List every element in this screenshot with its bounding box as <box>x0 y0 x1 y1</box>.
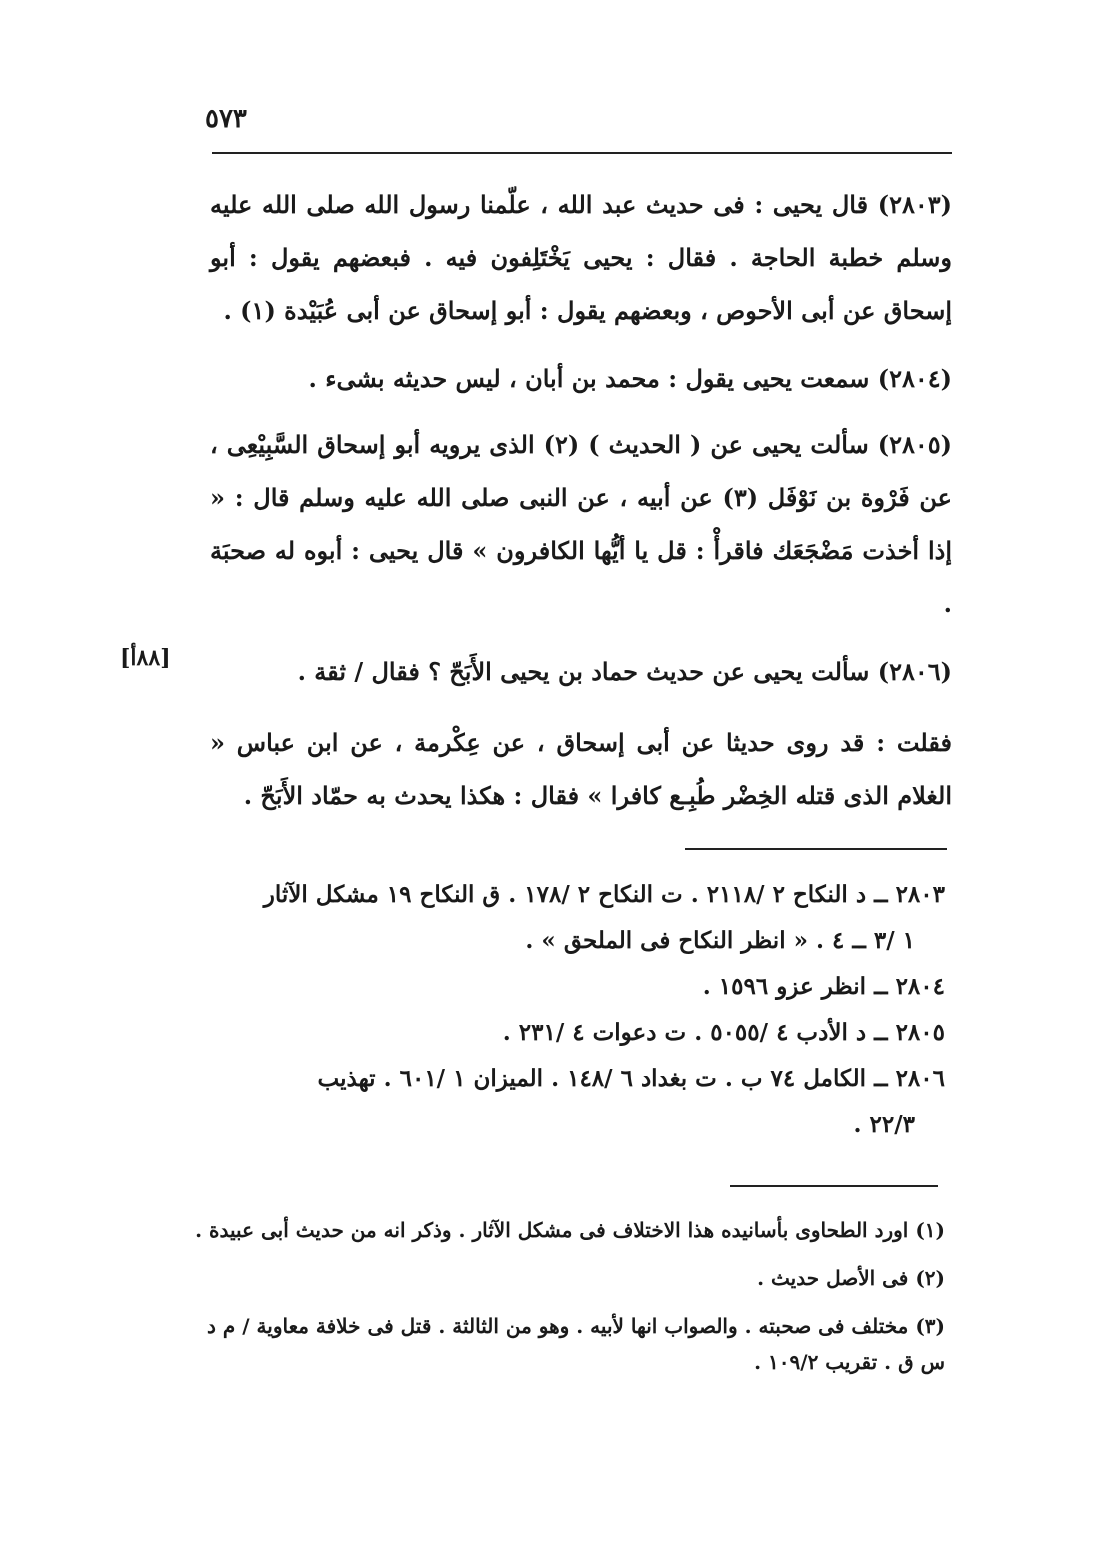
header-rule <box>212 152 952 154</box>
footnotes-block <box>195 1212 945 1380</box>
reference-line: ٢٨٠٦ ــ الكامل ٧٤ ب . ت بغداد ٦ /١٤٨ . الميزان ١ /٦٠١ . تهذيب <box>317 1065 945 1092</box>
paragraph-2805: (٢٨٠٥) سألت يحيى عن ( الحديث ) (٢) الذى يرويه أبو إسحاق السَّبِيْعِى ، عن فَرْوة بن نَوْفَل (٣) عن أبيه ، عن النبى صلى الله عليه وسلم قال : « إذا أخذت مَضْجَعَك فاقرأْ : قل يا أيُّها الكافرون » قال يحيى : أبوه له صحبَة . <box>210 430 953 618</box>
paragraph-2806-continued: فقلت : قد روى حديثا عن أبى إسحاق ، عن عِكْرمة ، عن ابن عباس « الغلام الذى قتله الخِضْر طُبِـع كافرا » فقال : هكذا يحدث به حمّاد الأَبَحّ . <box>210 728 952 810</box>
reference-line: ١ /٣ ــ ٤ . « انظر النكاح فى الملحق » . <box>525 927 915 954</box>
footnote-2: (٢) فى الأصل حديث . <box>757 1266 945 1290</box>
reference-line: ٢٢/٣ . <box>853 1111 915 1138</box>
page-number: ٥٧٣ <box>205 104 247 134</box>
reference-line: ٢٨٠٤ ــ انظر عزو ١٥٩٦ . <box>702 973 945 1000</box>
reference-line: ٢٨٠٥ ــ د الأدب ٤ /٥٠٥٥ . ت دعوات ٤ /٢٣١ . <box>502 1019 945 1046</box>
footnote-1: (١) اورد الطحاوى بأسانيده هذا الاختلاف فى مشكل الآثار . وذكر انه من حديث أبى عبيدة . <box>195 1218 945 1242</box>
reference-line: ٢٨٠٣ ــ د النكاح ٢ /٢١١٨ . ت النكاح ٢ /١٧٨ . ق النكاح ١٩ مشكل الآثار <box>263 881 945 908</box>
references-block <box>205 872 945 1148</box>
footnotes-rule <box>730 1185 938 1187</box>
paragraph-2804: (٢٨٠٤) سمعت يحيى يقول : محمد بن أبان ، ليس حديثه بشىء . <box>308 364 952 393</box>
margin-folio-note: [٨٨أ] <box>120 645 171 671</box>
references-rule <box>685 848 947 850</box>
paragraph-2803: (٢٨٠٣) قال يحيى : فى حديث عبد الله ، علّمنا رسول الله صلى الله عليه وسلم خطبة الحاجة . فقال : يحيى يَخْتَلِفون فيه . فبعضهم يقول : أبو إسحاق عن أبى الأحوص ، وبعضهم يقول : أبو إسحاق عن أبى عُبَيْدة (١) . <box>210 190 952 325</box>
footnote-3: (٣) مختلف فى صحبته . والصواب انها لأبيه . وهو من الثالثة . قتل فى خلافة معاوية / م د س ق . تقريب ١٠٩/٢ . <box>207 1314 945 1374</box>
paragraph-2806: (٢٨٠٦) سألت يحيى عن حديث حماد بن يحيى الأَبَحّ ؟ فقال / ثقة . <box>297 657 952 686</box>
